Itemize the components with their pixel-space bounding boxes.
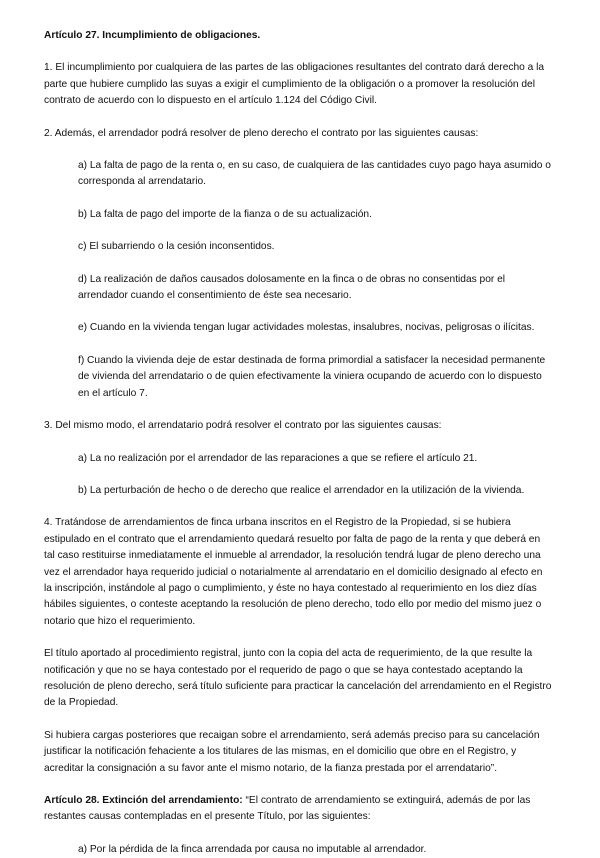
article-27-paragraph-1: 1. El incumplimiento por cualquiera de las partes de las obligaciones resultantes del contrato dará derecho a la parte que hubiere cumplido las suyas a exigir el cumplimiento de la obligación o a promover la resolución del contrato de acuerdo con lo dispuesto en el artículo 1.124 del Código Civil. bbox=[44, 62, 545, 107]
article-28-heading: Artículo 28. Extinción del arrendamiento: bbox=[44, 795, 243, 806]
list-item-28a: a) Por la pérdida de la finca arrendada por causa no imputable al arrendador. bbox=[78, 843, 427, 855]
article-27-paragraph-6: Si hubiera cargas posteriores que recaigan sobre el arrendamiento, será además preciso para su cancelación justificar la notificación fehaciente a los titulares de las mismas, en el domicilio que obre en el Registro, y acreditar la consignación a su favor ante el mismo notario, de la fianza prestada por el arrendatario”. bbox=[44, 729, 540, 774]
article-27-heading: Artículo 27. Incumplimiento de obligaciones. bbox=[44, 30, 261, 41]
list-item-2d: d) La realización de daños causados dolosamente en la finca o de obras no consentidas por el arrendador cuando el consentimiento de éste sea necesario. bbox=[78, 273, 506, 302]
article-27-paragraph-2-intro: 2. Además, el arrendador podrá resolver de pleno derecho el contrato por las siguientes causas: bbox=[44, 127, 479, 139]
list-item-2c: c) El subarriendo o la cesión inconsentidos. bbox=[78, 241, 275, 253]
list-item-2f: f) Cuando la vivienda deje de estar destinada de forma primordial a satisfacer la necesidad permanente de vivienda del arrendatario o de quien efectivamente la viniera ocupando de acuerdo con lo dispuesto en el artículo 7. bbox=[78, 354, 546, 399]
article-27-paragraph-4: 4. Tratándose de arrendamientos de finca urbana inscritos en el Registro de la Propiedad, si se hubiera estipulado en el contrato que el arrendamiento quedará resuelto por falta de pago de la renta y que deberá en tal caso restituirse inmediatamente el inmueble al arrendador, la resolución tendrá lugar de pleno derecho una vez el arrendador haya requerido judicial o notarialmente al arrendatario en el domicilio designado al efecto en la inscripción, instándole al pago o cumplimiento, y éste no haya contestado al requerimiento en los diez días hábiles siguientes, o conteste aceptando la resolución de pleno derecho, todo ello por medio del mismo juez o notario que hizo el requerimiento. bbox=[44, 517, 543, 627]
article-27-paragraph-3-intro: 3. Del mismo modo, el arrendatario podrá resolver el contrato por las siguientes causas: bbox=[44, 420, 442, 432]
list-item-2a: a) La falta de pago de la renta o, en su caso, de cualquiera de las cantidades cuyo pago haya asumido o corresponda al arrendatario. bbox=[78, 160, 551, 188]
list-item-2e: e) Cuando en la vivienda tengan lugar actividades molestas, insalubres, nocivas, peligrosas o ilícitas. bbox=[78, 322, 535, 334]
article-28-intro: “El contrato de arrendamiento se extinguirá, además de por las restantes causas contempladas en el presente Título, por las siguientes: bbox=[44, 795, 531, 823]
list-item-3a: a) La no realización por el arrendador de las reparaciones a que se refiere el artículo 21. bbox=[78, 452, 478, 464]
article-28-paragraph bbox=[44, 793, 552, 826]
article-27-paragraph-5: El título aportado al procedimiento registral, junto con la copia del acta de requerimiento, de la que resulte la notificación y que no se haya contestado por el requerido de pago o que se haya contestado aceptando la resolución de pleno derecho, será título suficiente para practicar la cancelación del arrendamiento en el Registro de la Propiedad. bbox=[44, 648, 552, 709]
list-item-2b: b) La falta de pago del importe de la fianza o de su actualización. bbox=[78, 208, 372, 220]
list-item-3b: b) La perturbación de hecho o de derecho que realice el arrendador en la utilización de la vivienda. bbox=[78, 484, 525, 496]
